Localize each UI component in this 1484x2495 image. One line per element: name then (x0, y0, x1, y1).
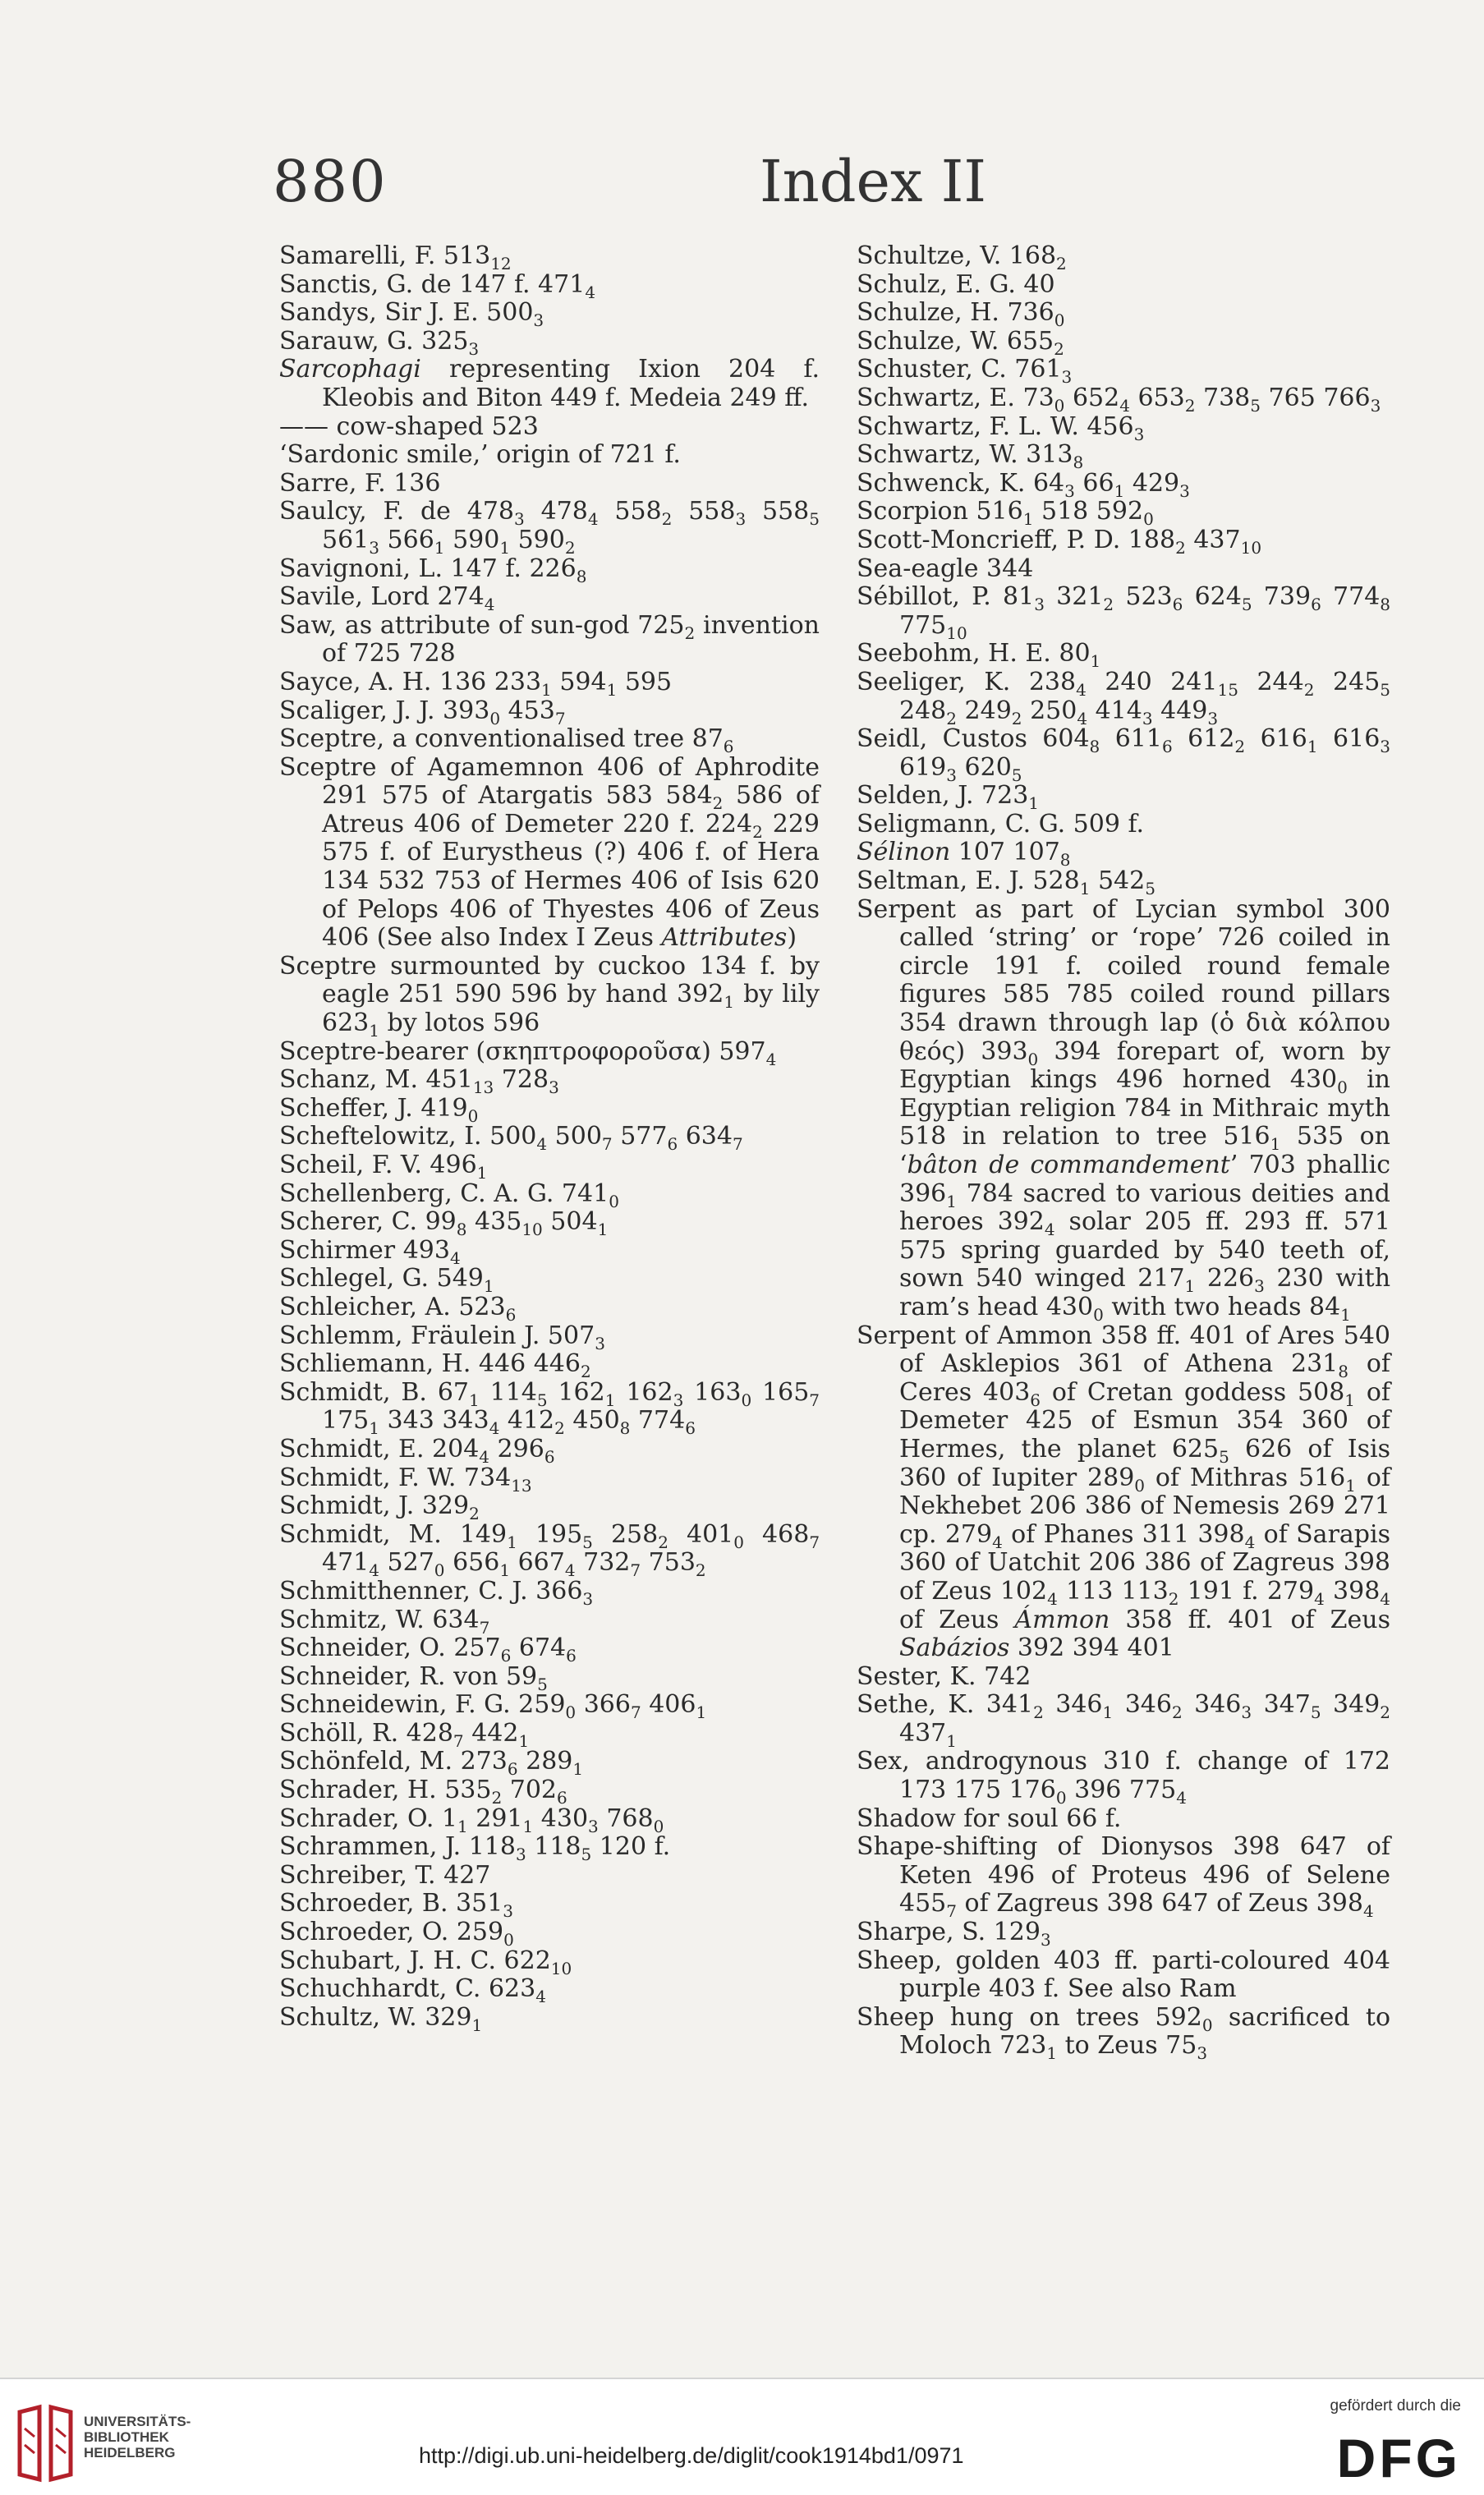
index-entry: Sébillot, P. $81_3$ $321_2$ $523_6$ $624_5$ $739_6$ $774_8$ $775_{10}$ (857, 582, 1391, 643)
index-entry: Scheil, F. V. $496_1$ (279, 1151, 488, 1183)
index-entry: Schuchhardt, C. $623_4$ (279, 1974, 546, 2007)
index-entry: Schellenberg, C. A. G. $741_0$ (279, 1179, 619, 1211)
index-entry: Schönfeld, M. $273_6$ $289_1$ (279, 1747, 584, 1780)
index-entry: Sanctis, G. de 147 f. $471_4$ (279, 269, 596, 302)
index-entry: Seligmann, C. G. 509 f. (857, 809, 1145, 839)
index-entry: Selden, J. $723_1$ (857, 781, 1040, 814)
index-entry: Schwenck, K. $64_3$ $66_1$ $429_3$ (857, 468, 1190, 501)
index-entry: Schmidt, E. $204_4$ $296_6$ (279, 1434, 555, 1467)
library-name-line: UNIVERSITÄTS- (84, 2414, 191, 2429)
index-entry: Serpent as part of Lycian symbol 300 called ‘string’ or ‘rope’ 726 coiled in circle 191 f. coiled round female figures 585 785 coiled round pillars 354 drawn through lap (ὁ διὰ κόλπου θεός) $393_0$ 394 forepart of, worn by Egyptian kings 496 horned $430_0$ in Egyptian religion 784 in Mithraic myth 518 in relation to tree $516_1$ 535 on ‘bâton de commandement’ 703 phallic $396_1$ 784 sacred to various deities and heroes $392_4$ solar 205 ff. 293 ff. 571 575 spring guarded by 540 teeth of, sown 540 winged $217_1$ $226_3$ 230 with ram’s head $430_0$ with two heads $84_1$ (857, 894, 1391, 1325)
index-entry: Scott-Moncrieff, P. D. $188_2$ $437_{10}$ (857, 525, 1262, 558)
index-entry: Samarelli, F. $513_{12}$ (279, 241, 512, 273)
index-entry: Schlegel, G. $549_1$ (279, 1264, 494, 1297)
library-name-line: HEIDELBERG (84, 2445, 176, 2461)
index-entry: Sarcophagi representing Ixion 204 f. Kleobis and Biton 449 f. Medeia 249 ff. (279, 355, 820, 412)
index-entry: Schneider, O. $257_6$ $674_6$ (279, 1633, 577, 1666)
index-entry: Schneidewin, F. G. $259_0$ $366_7$ $406_1$ (279, 1690, 707, 1723)
index-entry: Schliemann, H. 446 $446_2$ (279, 1349, 591, 1382)
index-entry: Sarre, F. 136 (279, 468, 441, 498)
index-entry: Schmidt, J. $329_2$ (279, 1491, 480, 1524)
index-entry: Sethe, K. $341_2$ $346_1$ $346_2$ $346_3$ $347_5$ $349_2$ $437_1$ (857, 1690, 1390, 1751)
index-entry: Savile, Lord $274_4$ (279, 582, 495, 615)
index-entry: Scherer, C. $99_8$ $435_{10}$ $504_1$ (279, 1207, 609, 1240)
index-entry: Schöll, R. $428_7$ $442_1$ (279, 1718, 530, 1751)
index-entry: Scorpion $516_1$ 518 $592_0$ (857, 497, 1154, 530)
index-entry: Sheep, golden 403 ff. parti-coloured 404 purple 403 f. See also Ram (857, 1946, 1390, 2004)
index-entry: Sandys, Sir J. E. $500_3$ (279, 298, 544, 331)
index-entry: ‘Sardonic smile,’ origin of 721 f. (279, 440, 681, 470)
index-entry: Sester, K. 742 (857, 1661, 1031, 1691)
index-column-right (857, 241, 1391, 2064)
index-entry: Serpent of Ammon 358 ff. 401 of Ares 540 of Asklepios 361 of Athena $231_8$ of Ceres $403_6$ of Cretan goddess $508_1$ of Demeter 425 of Esmun 354 360 of Hermes, the planet $625_5$ 626 of Isis 360 of Iupiter $289_0$ of Mithras $516_1$ of Nekhebet 206 386 of Nemesis 269 271 cp. $279_4$ of Phanes 311 $398_4$ of Sarapis 360 of Uatchit 206 386 of Zagreus 398 of Zeus $102_4$ 113 $113_2$ 191 f. $279_4$ $398_4$ of Zeus Ámmon 358 ff. 401 of Zeus Sabázios 392 394 401 (857, 1321, 1391, 1663)
source-url[interactable]: http://digi.ub.uni-heidelberg.de/diglit/cook1914bd1/0971 (419, 2443, 964, 2468)
index-entry: Schirmer $493_4$ (279, 1235, 461, 1268)
index-entry: Schmidt, B. $67_1$ $114_5$ $162_1$ $162_3$ $163_0$ $165_7$ $175_1$ 343 $343_4$ $412_2$ $450_8$ $774_6$ (279, 1377, 820, 1439)
index-entry: Sélinon 107 $107_8$ (857, 838, 1071, 871)
index-entry: Schrader, H. $535_2$ $702_6$ (279, 1776, 567, 1808)
index-entry: Saw, as attribute of sun-god $725_2$ invention of 725 728 (279, 610, 820, 669)
index-entry: Sex, androgynous 310 f. change of 172 173 175 $176_0$ 396 $775_4$ (857, 1747, 1390, 1808)
index-entry: Seeliger, K. $238_4$ 240 $241_{15}$ $244_2$ $245_5$ $248_2$ $249_2$ $250_4$ $414_3$ $449_3$ (857, 667, 1391, 728)
index-entry: Schroeder, O. $259_0$ (279, 1918, 514, 1951)
index-entry: Sceptre surmounted by cuckoo 134 f. by eagle 251 590 596 by hand $392_1$ by lily $623_1$ by lotos 596 (279, 951, 820, 1041)
index-entry: Schmitthenner, C. J. $366_3$ (279, 1576, 594, 1609)
page-number: 880 (273, 148, 388, 215)
index-entry: Schmitz, W. $634_7$ (279, 1605, 490, 1638)
index-entry: Schwartz, W. $313_8$ (857, 440, 1084, 473)
index-entry: Schleicher, A. $523_6$ (279, 1292, 517, 1325)
index-entry: Seltman, E. J. $528_1$ $542_5$ (857, 866, 1155, 899)
index-entry: Sceptre of Agamemnon 406 of Aphrodite 291 575 of Atargatis 583 $584_2$ 586 of Atreus 406 of Demeter 220 f. $224_2$ 229 575 f. of Eurystheus (?) 406 f. of Hera 134 532 753 of Hermes 406 of Isis 620 of Pelops 406 of Thyestes 406 of Zeus 406 (See also Index I Zeus Attributes) (279, 752, 820, 953)
index-entry: Seidl, Custos $604_8$ $611_6$ $612_2$ $616_1$ $616_3$ $619_3$ $620_5$ (857, 724, 1391, 785)
index-entry: Shape-shifting of Dionysos 398 647 of Keten 496 of Proteus 496 of Selene $455_7$ of Zagreus 398 647 of Zeus $398_4$ (857, 1832, 1390, 1922)
index-entry: Schultze, V. $168_2$ (857, 241, 1067, 273)
index-entry: Sceptre, a conventionalised tree $87_6$ (279, 724, 734, 757)
index-entry: Schrammen, J. $118_3$ $118_5$ 120 f. (279, 1832, 671, 1865)
index-entry: Shadow for soul 66 f. (857, 1803, 1122, 1833)
library-name (84, 2414, 191, 2461)
index-entry: Sarauw, G. $325_3$ (279, 326, 480, 359)
index-entry: Sharpe, S. $129_3$ (857, 1918, 1051, 1951)
index-entry: Schulz, E. G. 40 (857, 269, 1055, 299)
index-entry: Seebohm, H. E. $80_1$ (857, 639, 1101, 672)
index-entry: Saulcy, F. de $478_3$ $478_4$ $558_2$ $558_3$ $558_5$ $561_3$ $566_1$ $590_1$ $590_2$ (279, 497, 820, 558)
index-entry: Sheep hung on trees $592_0$ sacrificed to Moloch $723_1$ to Zeus $75_3$ (857, 2002, 1391, 2064)
index-column-left (279, 241, 820, 2035)
index-entry: Schwartz, E. $73_0$ $652_4$ $653_2$ $738_5$ 765 $766_3$ (857, 383, 1381, 416)
index-entry: Schwartz, F. L. W. $456_3$ (857, 411, 1145, 444)
index-entry: —— cow-shaped 523 (279, 411, 539, 441)
index-entry: Scheftelowitz, I. $500_4$ $500_7$ $577_6$ $634_7$ (279, 1122, 743, 1155)
library-name-line: BIBLIOTHEK (84, 2429, 169, 2445)
index-entry: Schuster, C. $761_3$ (857, 355, 1073, 388)
index-entry: Schreiber, T. 427 (279, 1860, 491, 1890)
index-entry: Schmidt, M. $149_1$ $195_5$ $258_2$ $401_0$ $468_7$ $471_4$ $527_0$ $656_1$ $667_4$ $732_7$ $753_2$ (279, 1519, 820, 1581)
index-entry: Sea-eagle 344 (857, 554, 1034, 583)
index-entry: Scheffer, J. $419_0$ (279, 1093, 479, 1126)
index-entry: Schubart, J. H. C. $622_{10}$ (279, 1946, 572, 1978)
university-seal-icon (15, 2404, 76, 2483)
page-title: Index II (760, 148, 987, 215)
index-entry: Schroeder, B. $351_3$ (279, 1889, 514, 1922)
index-entry: Scaliger, J. J. $393_0$ $453_7$ (279, 696, 566, 728)
index-entry: Schrader, O. $1_1$ $291_1$ $430_3$ $768_0$ (279, 1803, 664, 1836)
index-entry: Schlemm, Fräulein J. $507_3$ (279, 1321, 605, 1353)
footer-bar (0, 2378, 1484, 2495)
index-entry: Sayce, A. H. 136 $233_1$ $594_1$ 595 (279, 667, 673, 700)
index-entry: Schneider, R. von $59_5$ (279, 1661, 548, 1694)
index-entry: Sceptre-bearer (σκηπτροφοροῦσα) $597_4$ (279, 1036, 777, 1069)
funder-text: gefördert durch die (1330, 2397, 1461, 2415)
index-entry: Savignoni, L. 147 f. $226_8$ (279, 554, 587, 586)
index-entry: Schanz, M. $451_{13}$ $728_3$ (279, 1065, 559, 1098)
index-entry: Schulze, W. $655_2$ (857, 326, 1064, 359)
index-entry: Schultz, W. $329_1$ (279, 2002, 483, 2035)
dfg-logo: DFG (1336, 2428, 1461, 2488)
index-entry: Schulze, H. $736_0$ (857, 298, 1065, 331)
index-entry: Schmidt, F. W. $734_{13}$ (279, 1463, 532, 1496)
